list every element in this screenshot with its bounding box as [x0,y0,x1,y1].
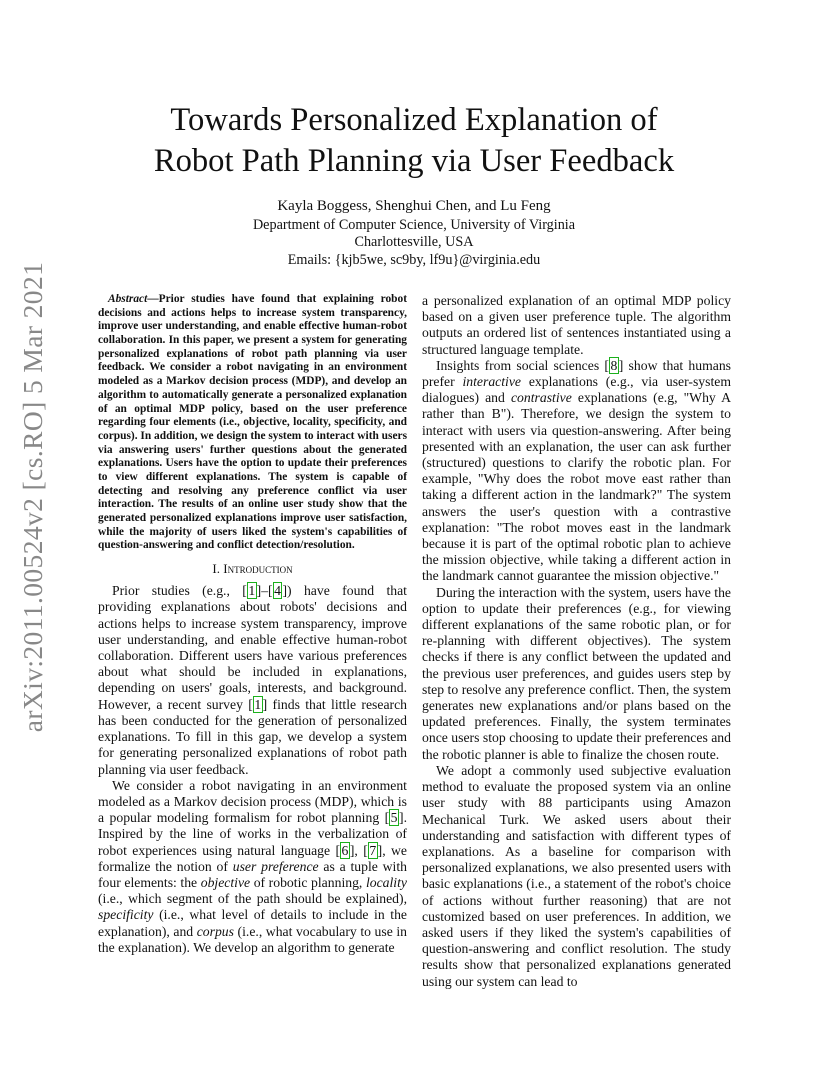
emphasis: specificity [98,907,154,923]
right-column [422,293,731,990]
text-run: Prior studies (e.g., [ [112,583,247,599]
text-run: Insights from social sciences [ [436,357,609,373]
left-column [98,293,407,956]
abstract-lead: Abstract [108,293,148,305]
title-line-1: Towards Personalized Explanation of [170,102,658,138]
citation-link[interactable]: 6 [341,842,349,858]
intro-paragraph-6: We adopt a commonly used subjective evaluation method to evaluate the proposed system via an online user study with 88 participants using Amazon Mechanical Turk. We asked users about their understanding and satisfaction with different types of explanations. As a baseline for comparison with personalized explanations, we also presented users with basic explanations (i.e., a statement of the robot's choice of actions without further reasoning) that are not customized based on user preferences. In addition, we asked users if they liked the system's capabilities of question-answering and conflict resolution. The study results show that personalized explanations generated using our system can lead to [422,762,731,989]
section-number: I. [212,561,224,577]
intro-paragraph-5: During the interaction with the system, users have the option to update their preferences (e.g., for viewing different explanations of the same robotic plan, or for re-planning with different objectives). The system checks if there is any conflict between the updated and the previous user preferences, and guides users step by step to resolve any preference conflict. Then, the system generates new explanations and/or plans based on the updated preferences. Finally, the system terminates once users stop choosing to update their preferences and the robotic planner is able to finalize the chosen route. [422,584,731,762]
text-run: ] finds that little research has been conducted for the generation of personalized explanations. To fill in this gap, we develop a system for generating personalized explanations of robot path planning via user feedback. [98,696,408,777]
citation-link[interactable]: 1 [254,696,262,712]
text-run: ]. Inspired by the line of works in the verbalization of robot experiences using natural language [ [98,810,407,858]
author-emails: Emails: {kjb5we, sc9by, lf9u}@virginia.edu [287,251,541,268]
text-run: ], [ [349,842,368,858]
paper-title [0,100,828,182]
citation-link[interactable]: 7 [369,842,377,858]
citation-link[interactable]: 4 [274,583,281,599]
section-heading [98,561,407,577]
intro-paragraph-2 [98,778,407,956]
text-run: of robotic planning, [250,874,366,890]
text-run: ] show that humans prefer [422,357,732,390]
emphasis: corpus [196,923,234,939]
text-run: ]) have found that providing explanations about robots' decisions and actions helps to increase system transparency, improve user understanding, and enable effective human-robot collaboration. Different users have various preferences about what should be included in explanations, depending on users' goals, interests, and background. However, a recent survey [ [98,583,407,712]
text-run: (i.e., what vocabulary to use in the explanation). We develop an algorithm to generate [98,923,407,955]
section-title: Introduction [223,561,293,577]
citation-link[interactable]: 8 [610,357,618,373]
author-names: Kayla Boggess, Shenghui Chen, and Lu Feng [277,198,551,214]
emphasis: interactive [462,374,522,390]
emphasis: contrastive [510,390,572,406]
citation-link[interactable]: 5 [390,810,398,826]
emphasis: user preference [232,858,319,874]
arxiv-sidebar [6,261,60,733]
emphasis: objective [200,874,251,890]
text-run: (i.e., which segment of the path should be explained), [98,891,407,907]
citation-link[interactable]: 1 [248,583,256,599]
intro-paragraph-4 [422,358,731,585]
text-run: (i.e., what level of details to include in the explanation), and [98,907,407,939]
author-affiliation: Department of Computer Science, University of Virginia [252,216,576,233]
author-location: Charlottesville, USA [354,234,474,250]
author-block [0,198,828,269]
text-run: ]–[ [256,583,273,599]
text-run: explanations (e.g., via user-system dialogues) and [422,374,731,406]
text-run: explanations (e.g, "Why A rather than B"). Therefore, we design the system to interact with users via question-answering. After being presented with an explanation, the user can ask further (structured) questions to clarify the robotic plan. For example, "Why does the robot move east rather than taking a different action in the landmark?" The system answers the user's question with a contrastive explanation: "The robot moves east in the landmark because it is part of the optimal robotic plan to achieve the mission objective, while taking a different action in the landmark cannot guarantee the mission objective." [422,390,731,584]
abstract-body: —Prior studies have found that explaining robot decisions and actions helps to increase system transparency, improve user understanding, and enable effective human-robot collaboration. In this paper, we present a system for generating personalized explanations of robot path planning via user feedback. We consider a robot navigating in an environment modeled as a Markov decision process (MDP), and develop an algorithm to automatically generate a personalized explanation of an optimal MDP policy, based on the user preference regarding four elements (i.e., objective, locality, specificity, and corpus). In addition, we design the system to interact with users via answering users' further questions about the generated explanations. Users have the option to update their preferences to view different explanations. The system is capable of detecting and resolving any preference conflict via user interaction. The results of an online user study show that the generated personalized explanations improve user satisfaction, while the majority of users liked the system's capabilities of question-answering and conflict detection/resolution. [98,293,407,552]
text-run: We consider a robot navigating in an environment modeled as a Markov decision process (MDP), which is a popular modeling formalism for robot planning [ [98,777,407,826]
title-line-2: Robot Path Planning via User Feedback [153,143,675,179]
emphasis: locality [365,874,407,890]
text-run: ], we formalize the notion of [98,842,407,874]
intro-paragraph-3: a personalized explanation of an optimal MDP policy based on a given user preference tuple. The algorithm outputs an ordered list of sentences instantiated using a structured language template. [422,293,731,357]
arxiv-id: arXiv:2011.00524v2 [cs.RO] 5 Mar 2021 [17,261,48,733]
abstract [98,293,407,553]
text-run: as a tuple with four elements: the [98,858,407,890]
intro-paragraph-1 [98,583,407,777]
